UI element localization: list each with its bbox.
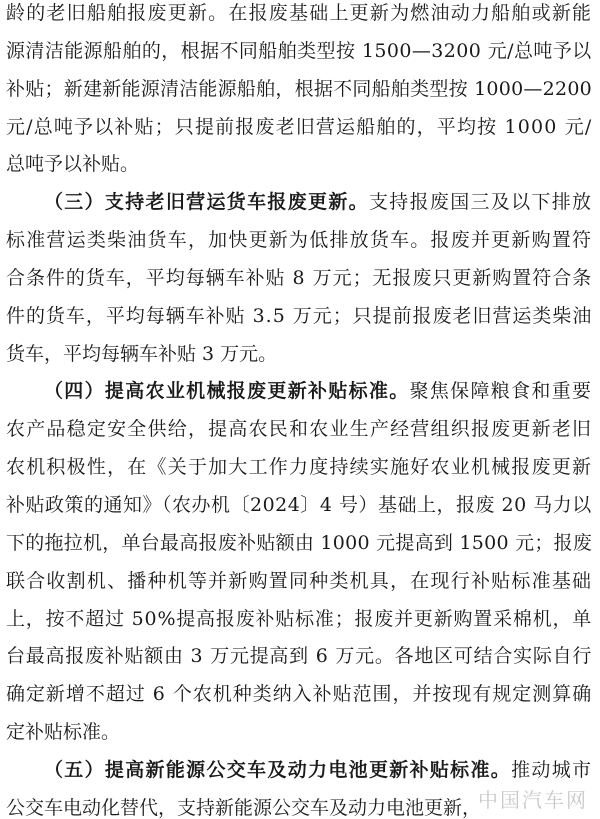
text-line xyxy=(44,759,592,781)
body-text: 元/总吨予以补贴；只提前报废老旧营运船舶的，平均按 1000 元/ xyxy=(6,116,593,138)
body-text: 农产品稳定安全供给，提高农民和农业生产经营组织报废更新老旧 xyxy=(6,418,593,440)
body-text: 件的货车，平均每辆车补贴 3.5 万元；只提前报废老旧营运类柴油 xyxy=(6,305,593,327)
text-line xyxy=(6,797,481,819)
text-line xyxy=(6,2,592,24)
body-text: 总吨予以补贴。 xyxy=(6,153,140,175)
text-line xyxy=(6,418,592,440)
text-line xyxy=(6,456,592,478)
section-heading: （四）提高农业机械报废更新补贴标准。 xyxy=(44,380,410,402)
body-text: 确定新增不超过 6 个农机种类纳入补贴范围，并按现有规定测算确 xyxy=(6,683,593,705)
text-line xyxy=(6,683,592,705)
text-line xyxy=(6,78,592,100)
section-heading: （五）提高新能源公交车及动力电池更新补贴标准。 xyxy=(44,759,512,781)
body-text: 联合收割机、播种机等并新购置同种类机具，在现行补贴标准基础 xyxy=(6,570,593,592)
text-line xyxy=(6,343,277,365)
text-line xyxy=(44,380,592,402)
text-line xyxy=(6,532,592,554)
body-text: 聚焦保障粮食和重要 xyxy=(409,380,593,402)
text-line xyxy=(6,494,592,516)
text-line xyxy=(6,570,592,592)
watermark: 中国汽车网 xyxy=(478,788,588,812)
text-line xyxy=(44,191,592,213)
text-line xyxy=(6,267,592,289)
body-text: 公交车电动化替代，支持新能源公交车及动力电池更新， xyxy=(6,797,482,819)
body-text: 下的拖拉机，单台最高报废补贴额由 1000 元提高到 1500 元；报废 xyxy=(6,532,593,554)
text-line xyxy=(6,608,592,630)
body-text: 龄的老旧船舶报废更新。在报废基础上更新为燃油动力船舶或新能 xyxy=(6,2,593,24)
body-text: 货车，平均每辆车补贴 3 万元。 xyxy=(6,343,278,365)
body-text: 推动城市 xyxy=(511,759,593,781)
text-line xyxy=(6,305,592,327)
body-text: 农机积极性，在《关于加大工作力度持续实施好农业机械报废更新 xyxy=(6,456,593,478)
text-line xyxy=(6,229,592,251)
body-text: 支持报废国三及以下排放 xyxy=(368,191,593,213)
body-text: 台最高报废补贴额由 3 万元提高到 6 万元。各地区可结合实际自行 xyxy=(6,645,593,667)
text-line xyxy=(6,645,592,667)
text-line xyxy=(6,40,592,62)
section-heading: （三）支持老旧营运货车报废更新。 xyxy=(44,191,369,213)
text-line xyxy=(6,721,120,743)
body-text: 定补贴标准。 xyxy=(6,721,121,743)
body-text: 补贴；新建新能源清洁能源船舶，根据不同船舶类型按 1000—2200 xyxy=(6,78,592,100)
body-text: 源清洁能源船舶的，根据不同船舶类型按 1500—3200 元/总吨予以 xyxy=(6,40,592,62)
body-text: 上，按不超过 50%提高报废补贴标准；报废并更新购置采棉机，单 xyxy=(6,608,593,630)
body-text: 补贴政策的通知》（农办机〔2024〕4 号）基础上，报废 20 马力以 xyxy=(6,494,592,516)
text-line xyxy=(6,153,139,175)
body-text: 标准营运类柴油货车，加快更新为低排放货车。报废并更新购置符 xyxy=(6,229,593,251)
text-line xyxy=(6,116,592,138)
body-text: 合条件的货车，平均每辆车补贴 8 万元；无报废只更新购置符合条 xyxy=(6,267,593,289)
